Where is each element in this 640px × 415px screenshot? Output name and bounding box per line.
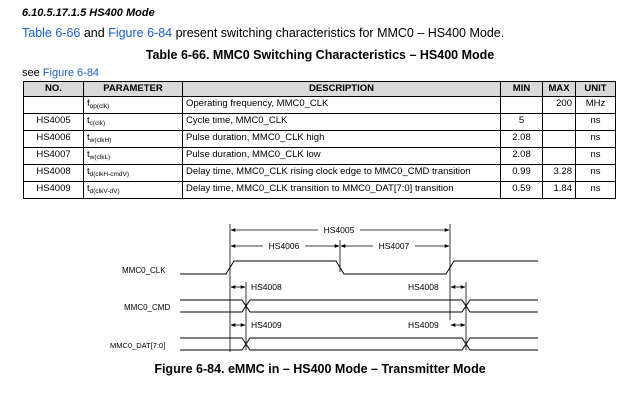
hs4006-dimension (231, 241, 339, 251)
cell-description: Delay time, MMC0_CLK transition to MMC0_DAT[7:0] transition (183, 182, 501, 199)
param-symbol: t (87, 132, 90, 143)
hs4006-label: HS4006 (268, 241, 300, 251)
hs4009-label-first: HS4009 (251, 320, 282, 330)
header-min: MIN (501, 82, 543, 97)
hs4009-dimension (231, 320, 465, 330)
intro-rest: present switching characteristics for MMC0 – HS400 Mode. (172, 26, 505, 40)
mmc0-dat-waveform-upper (180, 338, 538, 350)
cell-unit: ns (576, 148, 616, 165)
intro-and: and (80, 26, 109, 40)
mmc0-cmd-label: MMC0_CMD (124, 303, 171, 312)
cell-max: 200 (543, 97, 576, 114)
figure-link[interactable]: Figure 6-84 (108, 26, 173, 40)
cell-no: HS4006 (24, 131, 84, 148)
cell-min: 2.08 (501, 148, 543, 165)
param-symbol: f (87, 98, 90, 109)
table-link[interactable]: Table 6-66 (22, 26, 81, 40)
param-subscript: w(clkH) (89, 137, 112, 144)
section-title: 6.10.5.17.1.5 HS400 Mode (22, 7, 155, 19)
cell-no: HS4007 (24, 148, 84, 165)
param-symbol: t (87, 183, 90, 194)
hs4008-label-second: HS4008 (408, 282, 439, 292)
hs4009-label-second: HS4009 (408, 320, 439, 330)
param-subscript: w(clkL) (89, 154, 111, 161)
cell-min: 0.59 (501, 182, 543, 199)
mmc0-cmd-waveform-lower (180, 300, 538, 312)
see-figure-link[interactable]: Figure 6-84 (42, 67, 100, 79)
cell-min: 5 (501, 114, 543, 131)
mmc0-dat-waveform-lower (180, 338, 538, 350)
cell-unit: ns (576, 131, 616, 148)
param-symbol: t (87, 149, 90, 160)
mmc0-cmd-waveform-upper (180, 300, 538, 312)
cell-no: HS4009 (24, 182, 84, 199)
cell-max: 1.84 (543, 182, 576, 199)
header-max: MAX (543, 82, 576, 97)
hs4008-dimension (231, 282, 465, 292)
mmc0-dat-label: MMC0_DAT[7:0] (110, 341, 166, 350)
cell-description: Cycle time, MMC0_CLK (183, 114, 501, 131)
cell-min: 0.99 (501, 165, 543, 182)
cell-unit: ns (576, 114, 616, 131)
header-unit: UNIT (576, 82, 616, 97)
header-no: NO. (24, 82, 84, 97)
param-subscript: c(clk) (89, 120, 106, 127)
hs4005-dimension (231, 225, 449, 235)
param-subscript: d(clkH-cmdV) (89, 171, 130, 178)
cell-unit: ns (576, 165, 616, 182)
cell-no: HS4005 (24, 114, 84, 131)
cell-max: 3.28 (543, 165, 576, 182)
hs4007-dimension (341, 241, 449, 251)
cell-description: Pulse duration, MMC0_CLK low (183, 148, 501, 165)
cell-unit: ns (576, 182, 616, 199)
cell-unit: MHz (576, 97, 616, 114)
cell-description: Delay time, MMC0_CLK rising clock edge to MMC0_CMD transition (183, 165, 501, 182)
mmc0-clk-waveform (180, 261, 538, 274)
see-prefix: see (22, 67, 43, 79)
header-parameter: PARAMETER (84, 82, 183, 97)
param-symbol: t (87, 166, 90, 177)
param-symbol: t (87, 115, 90, 126)
param-subscript: d(clkV-dV) (89, 188, 120, 195)
cell-description: Pulse duration, MMC0_CLK high (183, 131, 501, 148)
mmc0-clk-label: MMC0_CLK (122, 266, 166, 275)
hs4005-label: HS4005 (323, 225, 355, 235)
param-subscript: op(clk) (89, 103, 110, 110)
table-title: Table 6-66. MMC0 Switching Characteristics – HS400 Mode (145, 48, 495, 62)
header-description: DESCRIPTION (183, 82, 501, 97)
hs4007-label: HS4007 (378, 241, 410, 251)
hs4008-label-first: HS4008 (251, 282, 282, 292)
cell-no: HS4008 (24, 165, 84, 182)
cell-description: Operating frequency, MMC0_CLK (183, 97, 501, 114)
cell-min: 2.08 (501, 131, 543, 148)
figure-caption: Figure 6-84. eMMC in – HS400 Mode – Transmitter Mode (154, 362, 486, 376)
